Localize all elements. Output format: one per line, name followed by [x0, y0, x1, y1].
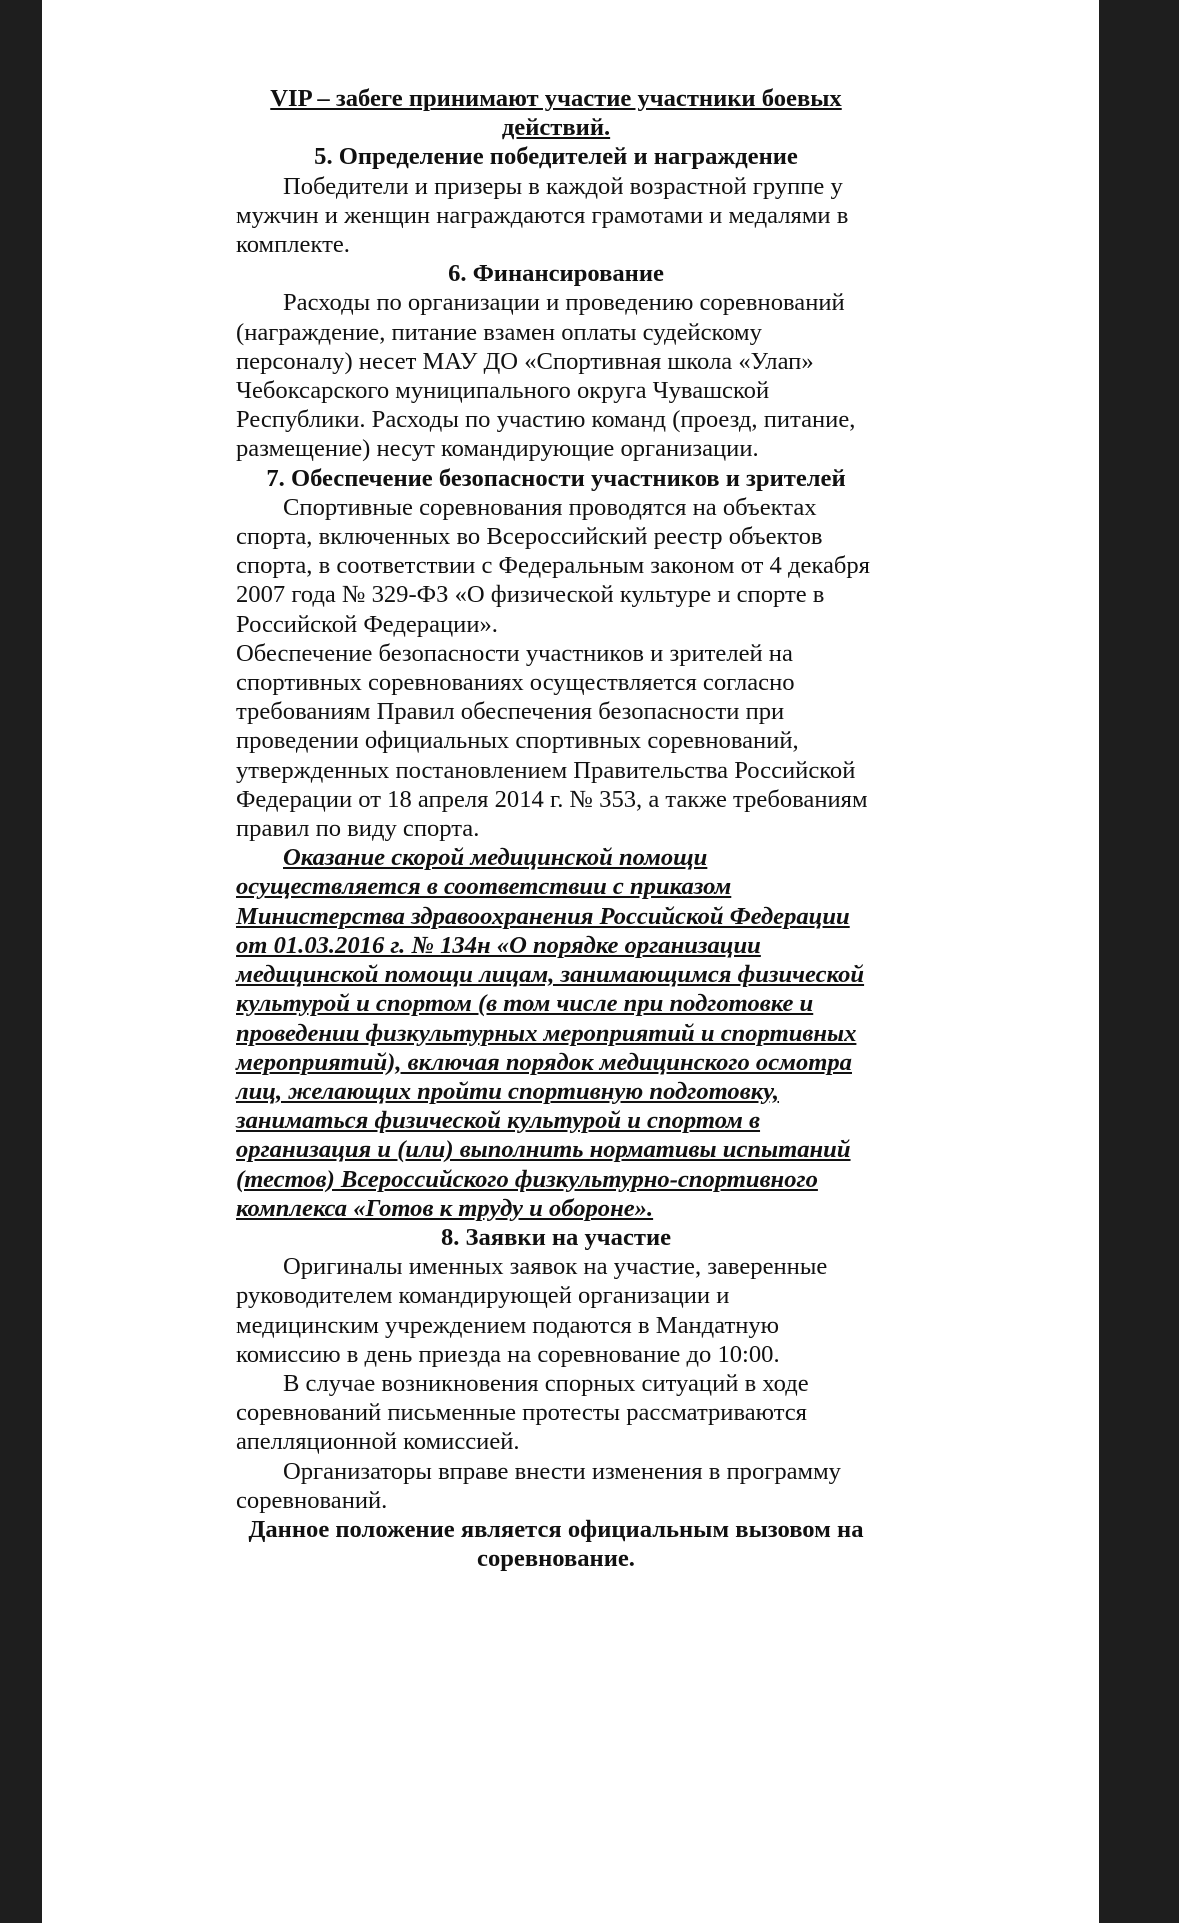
section-7-medical-text: Оказание скорой медицинской помощи осуществляется в соответствии с приказом Министерства здравоохранения Российской Федерации от 01.03.2016 г. № 134н «О порядке организации медицинской помощи лицам, занимающимся физической культурой и спортом (в том числе при подготовке и проведении физкультурных мероприятий и спортивных мероприятий), включая порядок медицинского осмотра лиц, желающих пройти спортивную подготовку, заниматься физической культурой и спортом в организация и (или) выполнить нормативы испытаний (тестов) Всероссийского физкультурно-спортивного комплекса «Готов к труду и обороне». [236, 844, 865, 1222]
section-8-text-3: Организаторы вправе внести изменения в программу соревнований. [236, 1457, 841, 1514]
section-5-text: Победители и призеры в каждой возрастной группе у мужчин и женщин награждаются грамотами и медалями в комплекте. [236, 172, 849, 259]
section-8-text-1: Оригиналы именных заявок на участие, заверенные руководителем командирующей организации и медицинским учреждением подаются в Мандатную комиссию в день приезда на соревнование до 10:00. [236, 1253, 828, 1368]
section-7-text-2: Обеспечение безопасности участников и зрителей на спортивных соревнованиях осуществляется согласно требованиям Правил обеспечения безопасности при проведении официальных спортивных соревнований, утвержденных постановлением Правительства Российской Федерации от 18 апреля 2014 г. № 353, а также требованиям правил по виду спорта. [236, 639, 868, 843]
section-6-text: Расходы по организации и проведению соревнований (награждение, питание взамен оплаты судейскому персоналу) несет МАУ ДО «Спортивная школа «Улап» Чебоксарского муниципального округа Чувашской Республики. Расходы по участию команд (проезд, питание, размещение) несут командирующие организации. [236, 289, 856, 463]
section-7-heading: 7. Обеспечение безопасности участников и зрителей [266, 464, 846, 492]
section-6-heading: 6. Финансирование [448, 260, 664, 288]
document-content [236, 84, 876, 1573]
section-7-text-1: Спортивные соревнования проводятся на объектах спорта, включенных во Всероссийский реестр объектов спорта, в соответствии с Федеральным законом от 4 декабря 2007 года № 329-ФЗ «О физической культуре и спорте в Российской Федерации». [236, 493, 870, 638]
document-page [42, 0, 1099, 1923]
section-5-heading: 5. Определение победителей и награждение [314, 143, 798, 171]
section-8-text-2: В случае возникновения спорных ситуаций в ходе соревнований письменные протесты рассматриваются апелляционной комиссией. [236, 1369, 809, 1456]
closing-statement: Данное положение является официальным вызовом на соревнование. [248, 1515, 864, 1573]
vip-note: VIP – забеге принимают участие участники боевых действий. [270, 85, 842, 142]
section-8-heading: 8. Заявки на участие [440, 1223, 672, 1251]
